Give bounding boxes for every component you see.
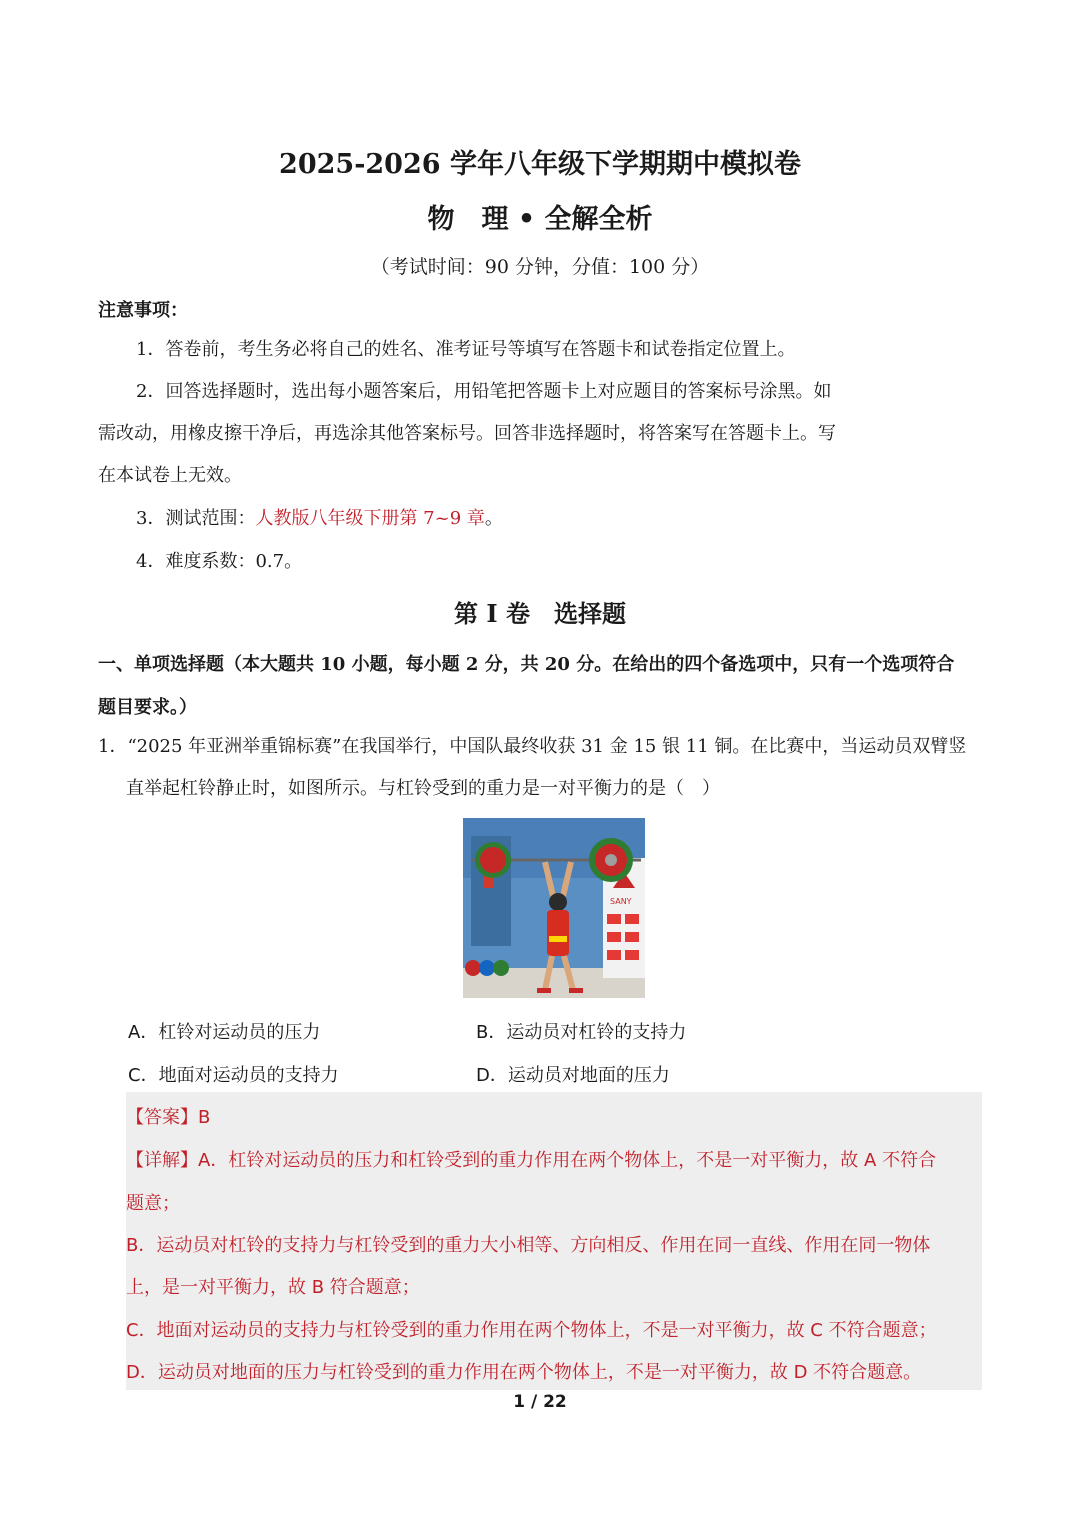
notice-item-1: 1．答卷前，考生务必将自己的姓名、准考证号等填写在答题卡和试卷指定位置上。 (136, 339, 796, 360)
notice-item-3 (136, 498, 503, 540)
notice-item-2-line-3: 在本试卷上无效。 (98, 465, 242, 486)
notice-item-4: 4．难度系数：0.7。 (136, 551, 303, 572)
detail-line-3: B．运动员对杠铃的支持力与杠铃受到的重力大小相等、方向相反、作用在同一直线、作用在同一物体 (126, 1235, 931, 1256)
detail-line-4: 上，是一对平衡力，故 B 符合题意； (126, 1277, 420, 1298)
exam-subtitle: 物 理 • 全解全析 (427, 204, 653, 235)
detail-line-6: D．运动员对地面的压力与杠铃受到的重力作用在两个物体上，不是一对平衡力，故 D 不符合题意。 (126, 1362, 922, 1383)
answer-line: 【答案】B (126, 1107, 211, 1128)
option-b: B．运动员对杠铃的支持力 (476, 1022, 687, 1043)
section-title: 第 I 卷 选择题 (454, 599, 626, 628)
detail-line-2: 题意； (126, 1193, 180, 1214)
test-range: 人教版八年级下册第 7~9 章 (255, 508, 485, 529)
detail-line-1: 【详解】A．杠铃对运动员的压力和杠铃受到的重力作用在两个物体上，不是一对平衡力，故 A 不符合 (126, 1150, 937, 1171)
notice-item-2-line-2: 需改动，用橡皮擦干净后，再选涂其他答案标号。回答非选择题时，将答案写在答题卡上。写 (98, 423, 836, 444)
option-d: D．运动员对地面的压力 (476, 1065, 670, 1086)
detail-line-5: C．地面对运动员的支持力与杠铃受到的重力作用在两个物体上，不是一对平衡力，故 C 不符合题意； (126, 1320, 937, 1341)
page-number: 1 / 22 (513, 1392, 567, 1412)
option-c: C．地面对运动员的支持力 (128, 1065, 339, 1086)
part-heading-line-2: 题目要求。） (98, 697, 197, 718)
option-a: A．杠铃对运动员的压力 (128, 1022, 321, 1043)
question-1-stem-line-2: 直举起杠铃静止时，如图所示。与杠铃受到的重力是一对平衡力的是（ ） (126, 778, 720, 799)
exam-title: 2025-2026 学年八年级下学期期中模拟卷 (279, 149, 801, 180)
weightlifter-photo (463, 818, 645, 998)
notice-item-3-prefix: 3．测试范围： (136, 508, 256, 529)
notice-item-2-line-1: 2．回答选择题时，选出每小题答案后，用铅笔把答题卡上对应题目的答案标号涂黑。如 (136, 381, 832, 402)
question-1-stem-line-1: 1．“2025 年亚洲举重锦标赛”在我国举行，中国队最终收获 31 金 15 银 11 铜。在比赛中，当运动员双臂竖 (98, 736, 967, 757)
notice-heading: 注意事项： (98, 300, 188, 321)
notice-item-3-suffix: 。 (484, 508, 503, 529)
sponsor-label: SANY (610, 897, 632, 906)
part-heading-line-1: 一、单项选择题（本大题共 10 小题，每小题 2 分，共 20 分。在给出的四个备选项中，只有一个选项符合 (98, 654, 955, 675)
exam-time-score: （考试时间：90 分钟，分值：100 分） (370, 256, 710, 278)
